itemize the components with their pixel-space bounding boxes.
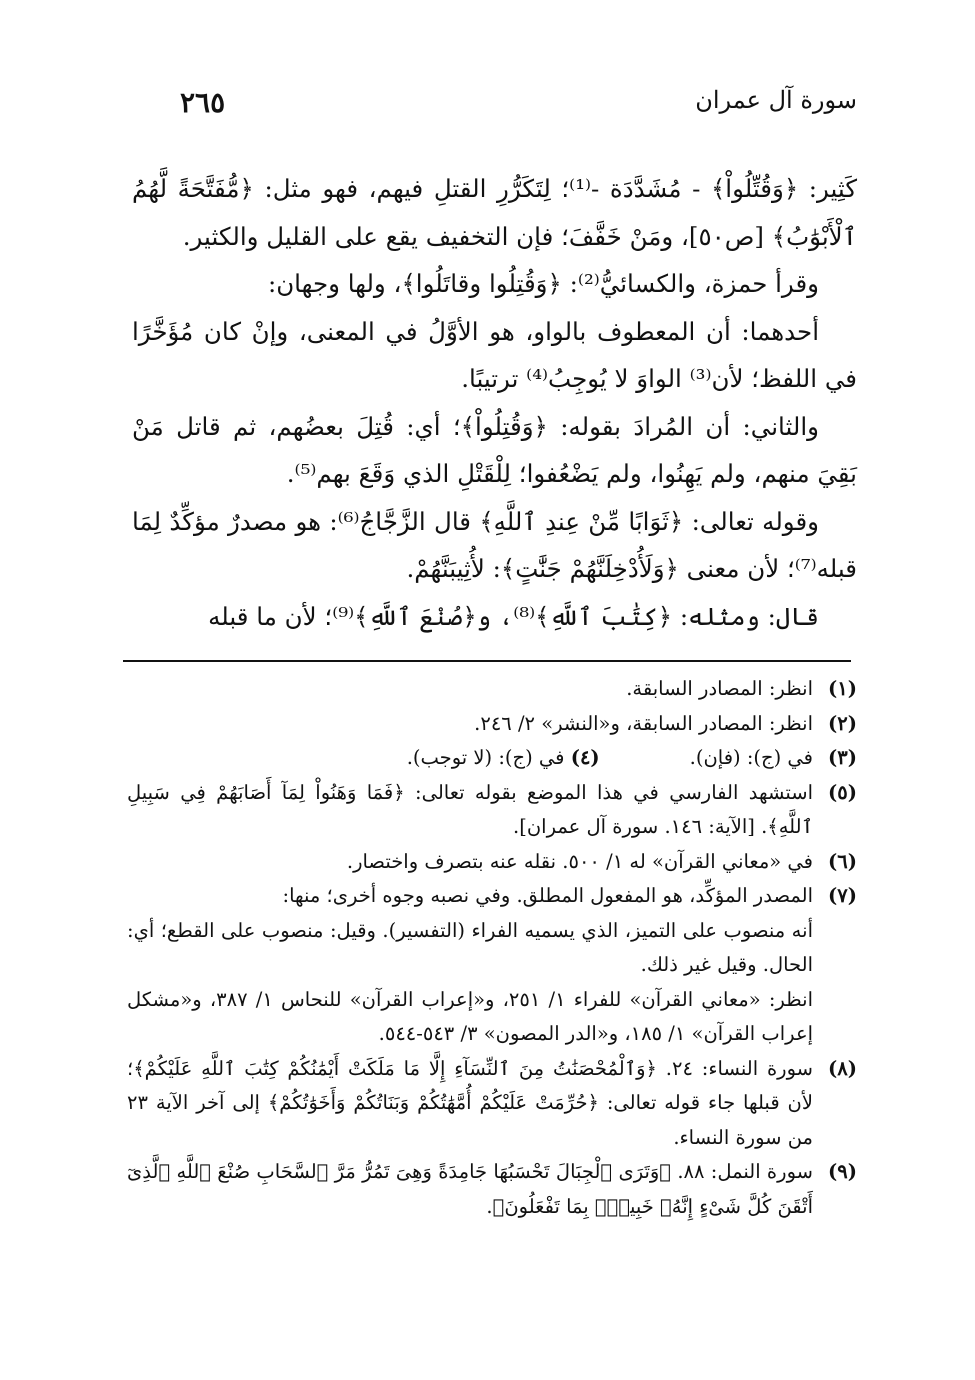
page-header [150,86,857,126]
main-text [132,165,857,640]
footnote-number: (٦) [828,849,857,873]
footnote-number: (٩) [828,1160,857,1183]
footnote-text: استشهد الفارسي في هذا الموضع بقوله تعالى: ﴿فَمَا وَهَنُواْ لِمَآ أَصَابَهُمْ فِي سَبِيلِ ٱللَّهِ﴾. [الآية: ١٤٦. سورة آل عمران]. [127,780,813,838]
footnote-1 [127,672,857,707]
footnote-3-4 [127,741,857,776]
footnote-number: (١) [828,677,857,700]
footnote-text: في «معاني القرآن» له ١/ ٥٠٠. نقله عنه بتصرف واختصار. [346,849,813,873]
footnote-text: انظر: «معاني القرآن» للفراء ١/ ٢٥١، و«إعراب القرآن» للنحاس ١/ ٣٨٧، و«مشكل إعراب القرآن» ١/ ١٨٥، و«الدر المصون» ٣/ ٥٤٣-٥٤٤. [127,987,813,1045]
paragraph: قال: ومثله: ﴿كِتَٰبَ ٱللَّهِ﴾⁽⁸⁾، و﴿صُنْعَ ٱللَّهِ﴾⁽⁹⁾؛ لأن ما قبله [208,601,819,631]
footnote-text: سورة النساء: ٢٤. ﴿وَٱلْمُحْصَنَٰتُ مِنَ ٱلنِّسَآءِ إِلَّا مَا مَلَكَتْ أَيْمَٰنُكُمْ كِتَٰبَ ٱللَّهِ عَلَيْكُمْ﴾؛ لأن قبلها جاء قوله تعالى: ﴿حُرِّمَتْ عَلَيْكُمْ أُمَّهَٰتُكُمْ وَبَنَاتُكُمْ وَأَخَوَٰتُكُمْ﴾ إلى آخر الآية ٢٣ من سورة النساء. [127,1056,813,1149]
footnote-8 [127,1052,857,1156]
footnote-number: (٤) [570,746,600,769]
footnote-4 [407,741,600,776]
paragraph: والثاني: أن المُرادَ بقوله: ﴿وَقُتِلُواْ﴾؛ أي: قُتِلَ بعضُهم، ثم قاتل مَنْ بَقِيَ منهم، ولم يَهِنُوا، ولم يَضْعُفوا؛ لِلْقَتْلِ الذي وَقَعَ بهم⁽⁵⁾. [132,411,857,488]
footnote-text: في (ج): (لا توجب). [406,746,565,769]
footnote-number: (٥) [828,780,857,804]
footnote-separator [123,660,851,662]
footnote-text: المصدر المؤكِّد، هو المفعول المطلق. وفي نصبه وجوه أخرى؛ منها: [282,884,813,907]
footnotes [127,672,857,1224]
paragraph: وقرأ حمزة، والكسائيُّ⁽²⁾: ﴿وَقُتِلُوا وقاتَلُوا﴾، ولها وجهان: [267,269,819,298]
running-title: سورة آل عمران [695,86,857,114]
paragraph: وقوله تعالى: ﴿ثَوَابًا مِّنْ عِندِ ٱللَّهِ﴾ قال الزَّجَّاجُ⁽⁶⁾: هو مصدرٌ مؤكِّدٌ لِمَا قبله⁽⁷⁾؛ لأن معنى ﴿وَلَأُدْخِلَنَّهُمْ جَنَّٰتٍ﴾: لأُثِيبَنَّهُمْ. [132,506,857,583]
footnote-number: (٧) [828,884,857,907]
footnote-text: أنه منصوب على التميز، الذي يسميه الفراء (التفسير). وقيل: منصوب على القطع؛ أي: الحال. وقيل غير ذلك. [127,918,813,976]
footnote-text: انظر: المصادر السابقة. [626,677,813,700]
footnote-text: سورة النمل: ٨٨. ﴿وَتَرَى ٱلْجِبَالَ تَحْسَبُهَا جَامِدَةً وَهِىَ تَمُرُّ مَرَّ ٱلسَّحَابِ صُنْعَ ٱللَّهِ ٱلَّذِىٓ أَتْقَنَ كُلَّ شَىْءٍ إِنَّهُۥ خَبِيرٌۢ بِمَا تَفْعَلُونَ﴾. [127,1160,813,1218]
footnote-text: انظر: المصادر السابقة، و«النشر» ٢/ ٢٤٦. [474,711,813,735]
footnote-number: (٢) [828,711,857,735]
footnote-6 [127,845,857,880]
footnote-number: (٣) [828,746,857,769]
footnote-text: في (ج): (فإن). [689,746,813,769]
paragraph: كَثِير: ﴿وَقُتِّلُواْ﴾ - مُشَدَّدَة -⁽¹⁾؛ لِتَكَرُّرِ القتلِ فيهم، فهو مثل: ﴿مُّفَتَّحَةً لَّهُمُ ٱلْأَبْوَٰبُ﴾ [ص٥٠]، ومَنْ خَفَّفَ؛ فإن التخفيف يقع على القليل والكثير. [132,174,857,251]
footnote-9 [127,1155,857,1224]
paragraph: أحدهما: أن المعطوف بالواو، هو الأوَّلُ في المعنى، وإنْ كان مُؤَخَّرًا في اللفظ؛ لأن⁽³⁾ الواوَ لا يُوجِبُ⁽⁴⁾ ترتيبًا. [132,316,857,393]
footnote-5 [127,776,857,845]
page-number: ٢٦٥ [180,86,226,119]
footnote-number: (٨) [828,1056,857,1080]
footnote-2 [127,707,857,742]
footnote-7 [127,879,857,1052]
